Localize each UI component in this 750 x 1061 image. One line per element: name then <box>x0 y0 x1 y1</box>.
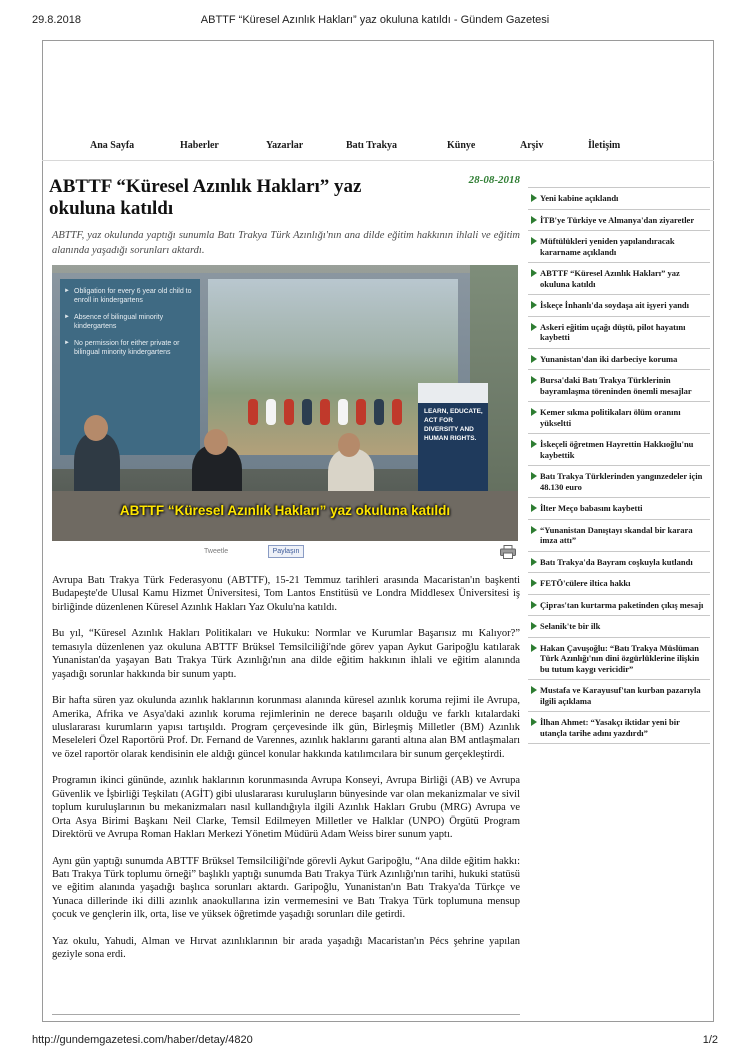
sidebar-news-item[interactable] <box>528 231 710 263</box>
sidebar-news-item[interactable] <box>528 595 710 617</box>
arrow-right-icon <box>531 237 537 245</box>
sidebar-news-item[interactable] <box>528 498 710 520</box>
photo-caption: ABTTF “Küresel Azınlık Hakları” yaz okuluna katıldı <box>119 503 451 518</box>
sidebar-news-item[interactable] <box>528 680 710 712</box>
sidebar-news-title[interactable]: FETÖ'cülere iltica hakkı <box>540 578 631 588</box>
sidebar-news-item[interactable] <box>528 402 710 434</box>
article-paragraph: Programın ikinci gününde, azınlık haklarının korunmasında Avrupa Konseyi, Avrupa Birliği (AB) ve Avrupa Güvenlik ve İşbirliği Teşkilatı (AGİT) gibi uluslararası kuruluşların bünyesinde var olan mekanizmalar ve sivil toplum kuruluşlarının bu mekanizmaları nasıl kullandığıyla ilgili Azınlık Hakları Grubu (MRG) Avrupa ve Orta Asya Birimi Başkanı Neil Clarke, Temsil Edilmeyen Milletler ve Halklar (UNPO) Örgütü Program Direktörü ve Avrupa Roman Hakları Merkezi Yönetim Müdürü Adam Weiss birer sunum yaptı. <box>52 775 520 841</box>
arrow-right-icon <box>531 622 537 630</box>
sidebar-news-title[interactable]: Çipras'tan kurtarma paketinden çıkış mesajı <box>540 599 704 610</box>
nav-item-ana-sayfa[interactable]: Ana Sayfa <box>90 140 135 151</box>
print-header <box>32 14 718 30</box>
main-nav <box>42 140 714 154</box>
arrow-right-icon <box>531 216 537 224</box>
panelist-head <box>338 433 360 457</box>
dancer-figure <box>320 399 330 425</box>
dancer-figure <box>302 399 312 425</box>
sidebar-news-item[interactable] <box>528 638 710 681</box>
arrow-right-icon <box>531 472 537 480</box>
dancer-figure <box>266 399 276 425</box>
article-photo <box>52 265 518 541</box>
sidebar-news-item[interactable] <box>528 295 710 317</box>
sidebar-news-title[interactable]: ABTTF “Küresel Azınlık Hakları” yaz okuluna katıldı <box>540 268 680 289</box>
sidebar-news-item[interactable] <box>528 616 710 638</box>
arrow-right-icon <box>531 579 537 587</box>
dancer-figure <box>248 399 258 425</box>
slide-bullet: ► Absence of bilingual minority kindergartens <box>74 313 194 331</box>
article-date: 28-08-2018 <box>468 174 520 186</box>
article-paragraph: Aynı gün yaptığı sunumda ABTTF Brüksel Temsilciliği'nde görevli Aykut Garipoğlu, “Ana dilde eğitim hakkı: Batı Trakya Türk toplumu örneği” başlıklı yaptığı sunumda Batı Trakya Türk Azınlığı'nın tarihi, hukuki statüsü ve eğitim alanında yaşadığı başlıca sorunları aktardı. Garipoğlu, Yunanistan'ın Batı Trakya'da Türkçe ve Yunaca dillerinde iki dilli azınlık anaokullarına izin vermemesini ve Batı Trakya Türk toplumuna mensup çocuk ve gençlerin ilk, orta, lise ve yüksek öğretimde yaşadığı sorunları dile getirdi. <box>52 855 520 921</box>
banner-logo <box>418 383 488 403</box>
arrow-right-icon <box>531 718 537 726</box>
print-date: 29.8.2018 <box>32 14 81 26</box>
arrow-right-icon <box>531 526 537 534</box>
arrow-right-icon <box>531 301 537 309</box>
arrow-right-icon <box>531 686 537 694</box>
arrow-right-icon <box>531 601 537 609</box>
arrow-right-icon <box>531 376 537 384</box>
slide-bullet: ► Obligation for every 6 year old child to enroll in kindergartens <box>74 287 194 305</box>
sidebar-news-item[interactable] <box>528 520 710 552</box>
sidebar-news-item[interactable] <box>528 370 710 402</box>
arrow-right-icon <box>531 644 537 652</box>
sidebar-news-title[interactable]: Batı Trakya Türklerinden yangınzedeler için 48.130 euro <box>540 471 703 492</box>
arrow-right-icon <box>531 504 537 512</box>
printer-icon[interactable] <box>500 545 516 559</box>
sidebar-news-item[interactable] <box>528 466 710 498</box>
sidebar-news-item[interactable] <box>528 210 710 232</box>
article-body <box>52 574 520 975</box>
sidebar-news-item[interactable] <box>528 349 710 371</box>
sidebar-news-title[interactable]: Mustafa ve Karayusuf'tan kurban pazarıyla ilgili açıklama <box>540 685 701 706</box>
sidebar-news-title[interactable]: İskeçe İnhanlı'da soydaşa ait işyeri yandı <box>540 300 690 310</box>
arrow-right-icon <box>531 440 537 448</box>
sidebar-news-title[interactable]: İTB'ye Türkiye ve Almanya'dan ziyaretler <box>540 214 695 225</box>
sidebar-news-title[interactable]: İlter Meço babasını kaybetti <box>540 503 643 513</box>
article-paragraph: Bu yıl, “Küresel Azınlık Hakları Politikaları ve Hukuku: Normlar ve Kurumlar Başarısız mı Kalıyor?” temasıyla düzenlenen yaz okuluna ABTTF Brüksel Temsilciliği'nde görev yapan Aykut Garipoğlu katılarak Yunanistan'da yaşayan Batı Trakya Türk Azınlığı'nın ana dilde eğitim hakkının ihlali ve eğitim alanında yaşadığı sorunlar hakkında bir sunum yaptı. <box>52 628 520 680</box>
nav-divider <box>42 160 714 161</box>
dancer-figure <box>338 399 348 425</box>
projection-screen <box>52 273 470 469</box>
sidebar-news-item[interactable] <box>528 188 710 210</box>
sidebar-news-item[interactable] <box>528 263 710 295</box>
sidebar-news-item[interactable] <box>528 552 710 574</box>
sidebar-news-item[interactable] <box>528 434 710 466</box>
dancer-figure <box>392 399 402 425</box>
article-paragraph: Avrupa Batı Trakya Türk Federasyonu (ABTTF), 15-21 Temmuz tarihleri arasında Macaristan'ın başkenti Budapeşte'de Ulusal Kamu Hizmet Üniversitesi, Tom Lantos Enstitüsü ve Londra Middlesex Üniversitesi iş birliğinde düzenlenen Küresel Azınlık Hakları Yaz Okulu'na katıldı. <box>52 575 520 613</box>
article-title: ABTTF “Küresel Azınlık Hakları” yaz okuluna katıldı <box>49 176 362 219</box>
panelist-head <box>204 429 228 455</box>
print-url: http://gundemgazetesi.com/haber/detay/4820 <box>32 1034 253 1046</box>
roll-up-banner <box>418 383 488 501</box>
arrow-right-icon <box>531 269 537 277</box>
sidebar-news-title[interactable]: Batı Trakya'da Bayram coşkuyla kutlandı <box>540 556 693 567</box>
sidebar-news-title[interactable]: “Yunanistan Danıştayı skandal bir karara imza attı” <box>540 524 693 545</box>
sidebar-news-title[interactable]: İlhan Ahmet: “Yasakçı iktidar yeni bir utançla tarihe adını yazdırdı” <box>540 717 680 738</box>
speaker-head <box>84 415 108 441</box>
article-end-divider <box>52 1014 520 1015</box>
sidebar-news-title[interactable]: Yunanistan'dan iki darbeciye koruma <box>540 353 678 364</box>
nav-item-yazarlar[interactable]: Yazarlar <box>266 140 304 151</box>
sidebar-news-list <box>528 187 710 744</box>
banner-text: LEARN, EDUCATE, ACT FOR DIVERSITY AND HUMAN RIGHTS. <box>424 408 483 442</box>
arrow-right-icon <box>531 194 537 202</box>
arrow-right-icon <box>531 323 537 331</box>
sidebar-news-title[interactable]: Müftülükleri yeniden yapılandıracak kararname açıklandı <box>540 236 675 257</box>
dancer-figure <box>374 399 384 425</box>
slide-bullets <box>60 279 200 455</box>
sidebar-news-title[interactable]: Hakan Çavuşoğlu: “Batı Trakya Müslüman Türk Azınlığı'nın dini özgürlüklerine ilişkin bu tutum kaygı vericidir” <box>540 642 700 674</box>
print-page-number: 1/2 <box>702 1034 718 1046</box>
article-lead: ABTTF, yaz okulunda yaptığı sunumla Batı Trakya Türk Azınlığı'nın ana dilde eğitim hakkının ihlali ve eğitim alanında yaşadığı sorunları aktardı. <box>52 230 520 256</box>
print-footer <box>32 1034 718 1048</box>
tweet-button[interactable]: Tweetle <box>204 548 229 555</box>
sidebar-news-title[interactable]: Askeri eğitim uçağı düştü, pilot hayatını kaybetti <box>540 321 686 342</box>
nav-item-bati-trakya[interactable]: Batı Trakya <box>346 140 398 151</box>
arrow-right-icon <box>531 558 537 566</box>
social-bar <box>52 545 518 561</box>
nav-item-haberler[interactable]: Haberler <box>180 140 219 151</box>
article-paragraph: Bir hafta süren yaz okulunda azınlık haklarının korunması alanında küresel azınlık koruma rejimi ile Avrupa, Amerika, Afrika ve Asya'daki azınlık koruma rejimlerinin ne derece başarılı olduğu ve farklı kıtalardaki uluslararası kurumların yapısı tartışıldı. Program çerçevesinde ilk gün, Birleşmiş Milletler (BM) Azınlık Meseleleri Özel Raportörü Prof. Dr. Fernand de Varennes, azınlık haklarını garanti altına alan BM antlaşmaları ve özel raportör olarak kendisinin ele aldığı güncel konular hakkında katılımcılara bir sunum gerçekleştirdi. <box>52 695 520 760</box>
dancer-figure <box>356 399 366 425</box>
sidebar-news-title[interactable]: İskeçeli öğretmen Hayrettin Hakkıoğlu'nu kaybettik <box>540 439 694 460</box>
sidebar-news-item[interactable] <box>528 573 710 595</box>
sidebar-news-item[interactable] <box>528 317 710 349</box>
sidebar-news-title[interactable]: Kemer sıkma politikaları ölüm oranını yükseltti <box>540 407 681 428</box>
article-paragraph: Yaz okulu, Yahudi, Alman ve Hırvat azınlıklarının bir arada yaşadığı Macaristan'ın Pécs şehrine yapılan geziyle sona erdi. <box>52 935 520 961</box>
arrow-right-icon <box>531 355 537 363</box>
nav-item-arsiv[interactable]: Arşiv <box>520 140 544 151</box>
nav-item-kunye[interactable]: Künye <box>447 140 476 151</box>
sidebar-news-item[interactable] <box>528 712 710 744</box>
slide-bullet: ► No permission for either private or bilingual minority kindergartens <box>74 339 194 357</box>
facebook-share-button[interactable]: Paylaşın <box>268 545 304 558</box>
nav-item-iletisim[interactable]: İletişim <box>588 140 621 151</box>
sidebar-news-title[interactable]: Bursa'daki Batı Trakya Türklerinin bayramlaşma töreninden önemli mesajlar <box>540 375 692 396</box>
sidebar-news-title[interactable]: Selanik'te bir ilk <box>540 621 601 631</box>
print-page-title: ABTTF “Küresel Azınlık Hakları” yaz okuluna katıldı - Gündem Gazetesi <box>200 14 550 26</box>
dancer-figure <box>284 399 294 425</box>
sidebar-news-title[interactable]: Yeni kabine açıklandı <box>540 193 619 203</box>
arrow-right-icon <box>531 408 537 416</box>
